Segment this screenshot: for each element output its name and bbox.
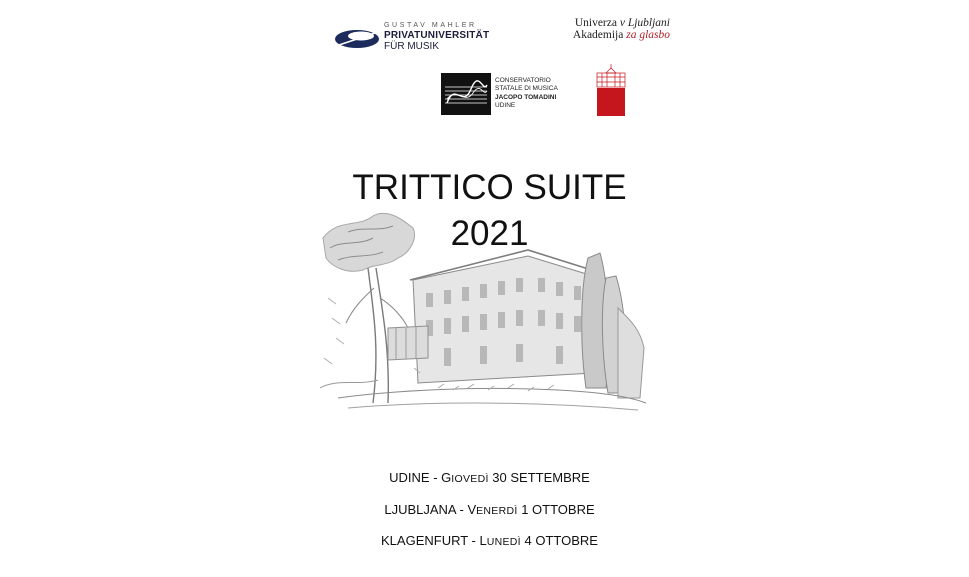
event-day-rest: UNEDÌ xyxy=(486,536,521,548)
ul-logo-line2a: Akademija xyxy=(572,29,627,41)
conservatorio-mark-icon xyxy=(441,73,491,115)
ul-logo-line1a: Univerza xyxy=(574,17,620,29)
gustav-mahler-swoosh-icon xyxy=(334,26,380,50)
event-city: KLAGENFURT - xyxy=(381,533,480,548)
event-city: UDINE - xyxy=(389,470,442,485)
ct-logo-line4: UDINE xyxy=(495,102,516,110)
ct-logo-line1: CONSERVATORIO xyxy=(495,77,551,84)
page-title: TRITTICO SUITE xyxy=(352,168,627,207)
ct-logo-line3: JACOPO TOMADINI xyxy=(495,93,557,101)
event-day-initial: G xyxy=(441,470,452,485)
building-crest-icon xyxy=(594,63,628,117)
event-udine xyxy=(0,470,969,485)
event-day-initial: L xyxy=(479,533,487,548)
event-day-rest: IOVEDÌ xyxy=(451,473,489,485)
gm-logo-line1: GUSTAV MAHLER xyxy=(384,22,477,29)
gm-logo-line2: PRIVATUNIVERSITÄT xyxy=(384,30,490,41)
event-day-initial: V xyxy=(467,502,477,517)
ct-logo-line2: STATALE DI MUSICA xyxy=(495,85,558,93)
ul-logo-line2b: za glasbo xyxy=(626,29,670,41)
building-crest-logo xyxy=(594,63,628,117)
conservatorio-logo xyxy=(441,73,571,115)
gm-logo-line3: FÜR MUSIK xyxy=(384,41,439,52)
event-klagenfurt xyxy=(0,533,969,548)
ul-logo-line1b: v Ljubljani xyxy=(619,17,670,29)
event-date: 4 OTTOBRE xyxy=(520,533,598,548)
event-date: 30 SETTEMBRE xyxy=(488,470,590,485)
event-date: 1 OTTOBRE xyxy=(517,502,595,517)
page-year: 2021 xyxy=(450,214,529,253)
event-ljubljana xyxy=(0,502,969,517)
gustav-mahler-logo xyxy=(334,20,514,60)
ljubljana-academy-logo xyxy=(560,17,670,41)
event-city: LJUBLJANA - xyxy=(384,502,468,517)
event-day-rest: ENERDÌ xyxy=(476,505,518,517)
